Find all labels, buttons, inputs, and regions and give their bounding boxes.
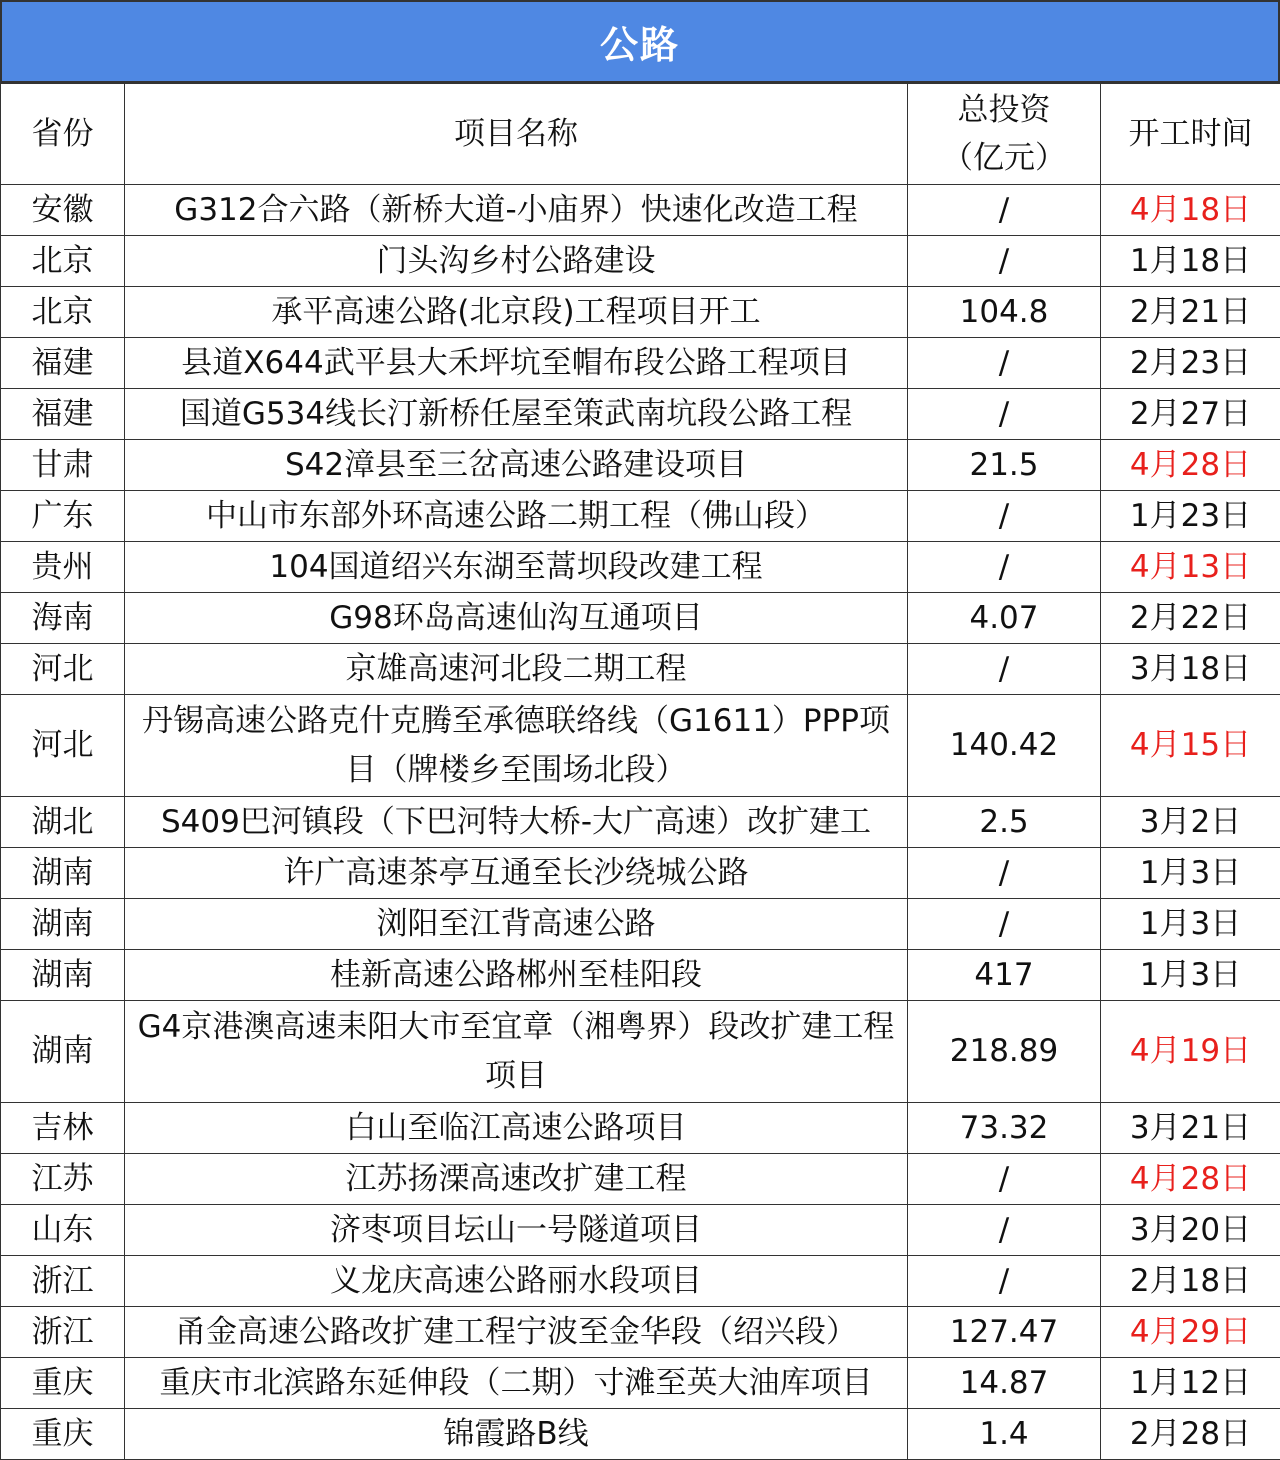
- cell-start: 2月27日: [1101, 389, 1280, 440]
- table-row: [1, 1154, 1280, 1205]
- cell-project: 江苏扬溧高速改扩建工程: [125, 1154, 908, 1205]
- cell-start: 2月22日: [1101, 593, 1280, 644]
- table-row: [1, 950, 1280, 1001]
- table-row: [1, 644, 1280, 695]
- cell-investment: /: [908, 236, 1101, 287]
- table-row: [1, 1256, 1280, 1307]
- cell-investment: /: [908, 1205, 1101, 1256]
- cell-province: 湖南: [1, 1001, 125, 1103]
- cell-project: 104国道绍兴东湖至蒿坝段改建工程: [125, 542, 908, 593]
- cell-start: 4月29日: [1101, 1307, 1280, 1358]
- cell-province: 吉林: [1, 1103, 125, 1154]
- cell-province: 甘肃: [1, 440, 125, 491]
- cell-start: 1月3日: [1101, 899, 1280, 950]
- cell-start: 2月21日: [1101, 287, 1280, 338]
- cell-project: 县道X644武平县大禾坪坑至帽布段公路工程项目: [125, 338, 908, 389]
- table-row: [1, 1409, 1280, 1460]
- cell-province: 浙江: [1, 1256, 125, 1307]
- cell-start: 2月23日: [1101, 338, 1280, 389]
- cell-province: 北京: [1, 236, 125, 287]
- cell-start: 1月12日: [1101, 1358, 1280, 1409]
- cell-province: 重庆: [1, 1358, 125, 1409]
- table-row: [1, 1001, 1280, 1103]
- cell-investment: 417: [908, 950, 1101, 1001]
- cell-start: 4月18日: [1101, 185, 1280, 236]
- cell-province: 河北: [1, 644, 125, 695]
- cell-investment: 14.87: [908, 1358, 1101, 1409]
- cell-investment: /: [908, 1154, 1101, 1205]
- table-row: [1, 593, 1280, 644]
- cell-province: 福建: [1, 389, 125, 440]
- cell-investment: /: [908, 389, 1101, 440]
- table-row: [1, 338, 1280, 389]
- cell-investment: /: [908, 899, 1101, 950]
- cell-project: 重庆市北滨路东延伸段（二期）寸滩至英大油库项目: [125, 1358, 908, 1409]
- table-row: [1, 440, 1280, 491]
- table-body: [1, 185, 1280, 1460]
- table-row: [1, 389, 1280, 440]
- cell-province: 安徽: [1, 185, 125, 236]
- table-row: [1, 797, 1280, 848]
- header-project: 项目名称: [125, 84, 908, 185]
- cell-start: 1月3日: [1101, 848, 1280, 899]
- cell-investment: 140.42: [908, 695, 1101, 797]
- cell-project: 义龙庆高速公路丽水段项目: [125, 1256, 908, 1307]
- cell-start: 1月3日: [1101, 950, 1280, 1001]
- cell-project: 京雄高速河北段二期工程: [125, 644, 908, 695]
- cell-province: 江苏: [1, 1154, 125, 1205]
- cell-project: 桂新高速公路郴州至桂阳段: [125, 950, 908, 1001]
- cell-province: 湖北: [1, 797, 125, 848]
- cell-project: 许广高速茶亭互通至长沙绕城公路: [125, 848, 908, 899]
- cell-project: 国道G534线长汀新桥任屋至策武南坑段公路工程: [125, 389, 908, 440]
- table-row: [1, 287, 1280, 338]
- header-investment: [908, 84, 1101, 185]
- table-row: [1, 1103, 1280, 1154]
- table-row: [1, 236, 1280, 287]
- cell-start: 2月18日: [1101, 1256, 1280, 1307]
- cell-investment: /: [908, 185, 1101, 236]
- cell-investment: 73.32: [908, 1103, 1101, 1154]
- cell-project: 锦霞路B线: [125, 1409, 908, 1460]
- cell-start: 4月13日: [1101, 542, 1280, 593]
- cell-project: 丹锡高速公路克什克腾至承德联络线（G1611）PPP项目（牌楼乡至围场北段）: [125, 695, 908, 797]
- cell-investment: 21.5: [908, 440, 1101, 491]
- cell-province: 河北: [1, 695, 125, 797]
- table-row: [1, 185, 1280, 236]
- table-row: [1, 491, 1280, 542]
- cell-project: 中山市东部外环高速公路二期工程（佛山段）: [125, 491, 908, 542]
- header-row: [1, 84, 1280, 185]
- cell-investment: /: [908, 491, 1101, 542]
- cell-project: 门头沟乡村公路建设: [125, 236, 908, 287]
- cell-project: 甬金高速公路改扩建工程宁波至金华段（绍兴段）: [125, 1307, 908, 1358]
- cell-province: 山东: [1, 1205, 125, 1256]
- road-projects-table: [0, 83, 1280, 1460]
- cell-project: G98环岛高速仙沟互通项目: [125, 593, 908, 644]
- cell-project: 济枣项目坛山一号隧道项目: [125, 1205, 908, 1256]
- cell-investment: 2.5: [908, 797, 1101, 848]
- cell-start: 2月28日: [1101, 1409, 1280, 1460]
- table-title: 公路: [0, 0, 1280, 83]
- table-row: [1, 1205, 1280, 1256]
- table-row: [1, 899, 1280, 950]
- cell-investment: /: [908, 338, 1101, 389]
- cell-start: 4月28日: [1101, 440, 1280, 491]
- cell-start: 3月20日: [1101, 1205, 1280, 1256]
- cell-investment: 4.07: [908, 593, 1101, 644]
- cell-province: 重庆: [1, 1409, 125, 1460]
- cell-province: 湖南: [1, 848, 125, 899]
- cell-province: 北京: [1, 287, 125, 338]
- header-investment-line2: （亿元）: [914, 134, 1094, 182]
- cell-start: 1月18日: [1101, 236, 1280, 287]
- table-row: [1, 848, 1280, 899]
- cell-investment: /: [908, 644, 1101, 695]
- cell-project: G4京港澳高速耒阳大市至宜章（湘粤界）段改扩建工程项目: [125, 1001, 908, 1103]
- cell-investment: /: [908, 1256, 1101, 1307]
- cell-province: 广东: [1, 491, 125, 542]
- cell-investment: /: [908, 542, 1101, 593]
- table-row: [1, 695, 1280, 797]
- cell-investment: 1.4: [908, 1409, 1101, 1460]
- cell-project: S409巴河镇段（下巴河特大桥-大广高速）改扩建工: [125, 797, 908, 848]
- cell-investment: 104.8: [908, 287, 1101, 338]
- cell-province: 贵州: [1, 542, 125, 593]
- table-row: [1, 1358, 1280, 1409]
- cell-province: 浙江: [1, 1307, 125, 1358]
- cell-province: 湖南: [1, 899, 125, 950]
- header-investment-line1: 总投资: [914, 86, 1094, 134]
- cell-start: 3月18日: [1101, 644, 1280, 695]
- cell-project: 白山至临江高速公路项目: [125, 1103, 908, 1154]
- cell-project: 浏阳至江背高速公路: [125, 899, 908, 950]
- cell-start: 3月21日: [1101, 1103, 1280, 1154]
- table-row: [1, 542, 1280, 593]
- cell-project: 承平高速公路(北京段)工程项目开工: [125, 287, 908, 338]
- cell-project: S42漳县至三岔高速公路建设项目: [125, 440, 908, 491]
- cell-start: 4月15日: [1101, 695, 1280, 797]
- header-start: 开工时间: [1101, 84, 1280, 185]
- header-province: 省份: [1, 84, 125, 185]
- cell-investment: /: [908, 848, 1101, 899]
- cell-start: 4月19日: [1101, 1001, 1280, 1103]
- cell-project: G312合六路（新桥大道-小庙界）快速化改造工程: [125, 185, 908, 236]
- cell-start: 1月23日: [1101, 491, 1280, 542]
- cell-start: 4月28日: [1101, 1154, 1280, 1205]
- cell-province: 海南: [1, 593, 125, 644]
- table-row: [1, 1307, 1280, 1358]
- cell-investment: 127.47: [908, 1307, 1101, 1358]
- cell-investment: 218.89: [908, 1001, 1101, 1103]
- cell-province: 福建: [1, 338, 125, 389]
- cell-start: 3月2日: [1101, 797, 1280, 848]
- cell-province: 湖南: [1, 950, 125, 1001]
